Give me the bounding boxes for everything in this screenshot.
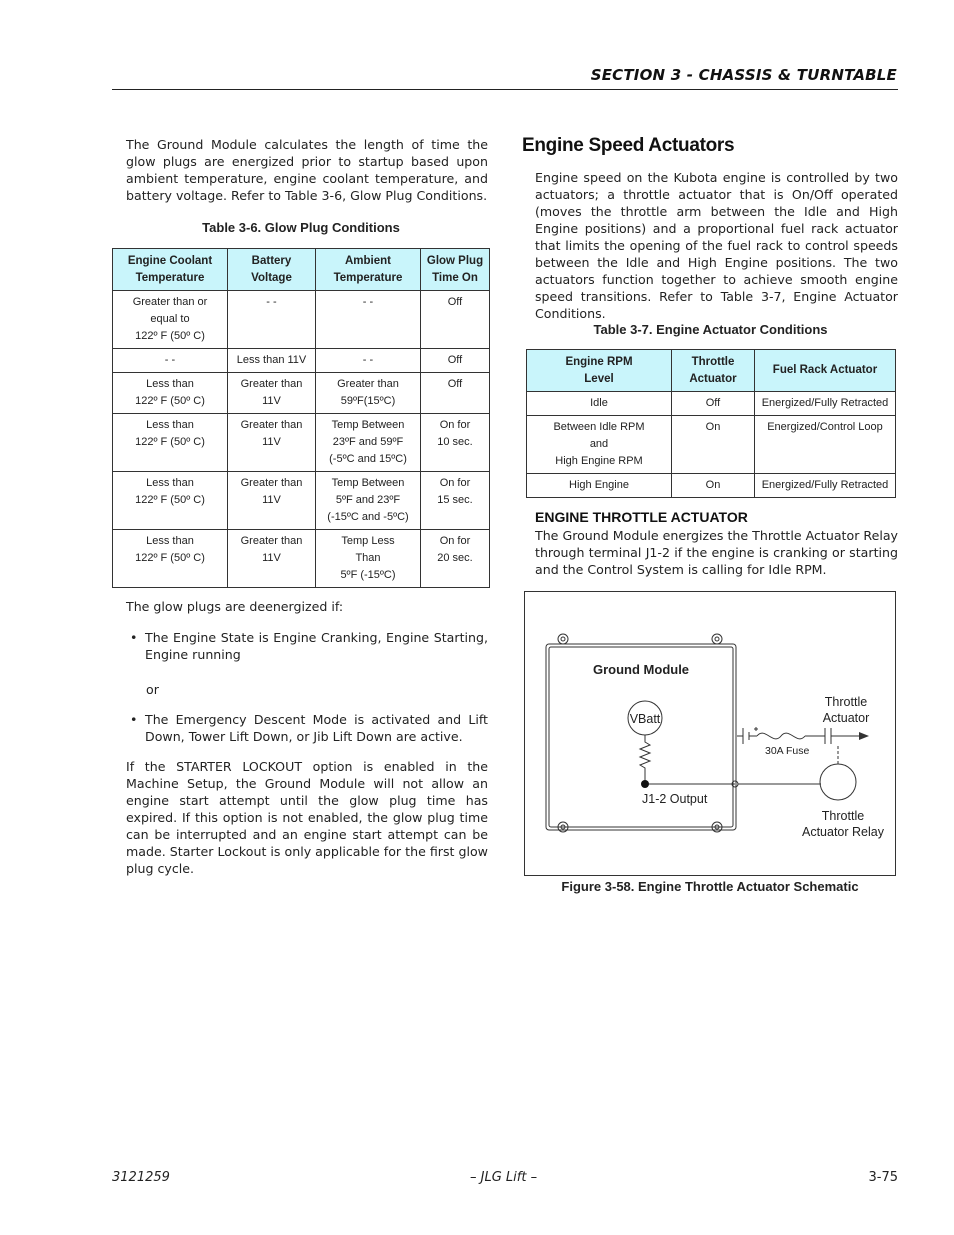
cell-line: 122º F (50º C) (135, 436, 205, 448)
table-cell (113, 414, 228, 472)
table-row (113, 530, 490, 588)
cell-line: High Engine RPM (555, 455, 643, 467)
cell-line: Less than (146, 378, 194, 390)
header-line: Ambient (345, 254, 391, 267)
cell-line: Less than (146, 535, 194, 547)
table-cell (113, 373, 228, 414)
cell-line: (-15ºC and -5ºC) (327, 511, 409, 523)
cell-line: equal to (150, 313, 190, 325)
cell-line: Between Idle RPM (553, 421, 645, 433)
header-rule (112, 89, 898, 90)
actuator-arrow (859, 732, 869, 740)
cell-line: Energized/Fully Retracted (761, 397, 889, 409)
cell-line: Off (447, 378, 463, 390)
table-header-cell (421, 249, 490, 291)
relay-label-line1: Throttle (821, 809, 865, 823)
table-cell (316, 373, 421, 414)
cell-line: - - (362, 354, 374, 366)
cell-line: 5ºF (-15ºC) (340, 569, 396, 581)
table-header-cell (755, 350, 896, 392)
cell-line: Temp Between (331, 419, 405, 431)
cell-line: 11V (262, 436, 281, 448)
table-cell (113, 530, 228, 588)
cell-line: 122º F (50º C) (135, 552, 205, 564)
table-cell (421, 291, 490, 349)
j1-output-label: J1-2 Output (642, 792, 708, 806)
engine-actuator-table (526, 349, 896, 498)
section-title: SECTION 3 - CHASSIS & TURNTABLE (590, 66, 897, 84)
cell-line: On (705, 421, 721, 433)
table-cell (755, 416, 896, 474)
table-cell (113, 291, 228, 349)
table-row (113, 373, 490, 414)
table-cell (113, 472, 228, 530)
table-header-cell (113, 249, 228, 291)
mount-hole (558, 634, 568, 644)
cell-line: Less than (146, 477, 194, 489)
table-cell (755, 474, 896, 498)
mount-hole-center (561, 637, 565, 641)
table-cell (421, 349, 490, 373)
doc-number: 3121259 (112, 1170, 170, 1185)
cell-line: Temp Less (341, 535, 395, 547)
throttle-schematic-figure (524, 591, 896, 876)
deenergized-intro: The glow plugs are deenergized if: (126, 599, 344, 614)
cell-line: Off (705, 397, 721, 409)
throttle-paragraph: The Ground Module energizes the Throttle Actuator Relay through terminal J1-2 if the engine is cranking or starting and the Control System is calling for Idle RPM. (535, 528, 898, 577)
table-cell (316, 530, 421, 588)
cell-line: and (589, 438, 609, 450)
list-item: • The Engine State is Engine Cranking, Engine Starting, Engine running (130, 630, 488, 662)
vbatt-label: VBatt (629, 712, 661, 726)
cell-line: Greater than or (132, 296, 208, 308)
cell-line: 11V (262, 395, 281, 407)
table-cell (228, 291, 316, 349)
cell-line: On for (439, 477, 471, 489)
cell-line: 59ºF(15ºC) (340, 395, 396, 407)
header-line: Glow Plug (426, 254, 484, 267)
table-cell (527, 416, 672, 474)
table-header-cell (228, 249, 316, 291)
table-row (527, 474, 896, 498)
cell-line: 122º F (50º C) (135, 395, 205, 407)
cell-line: Greater than (240, 419, 303, 431)
header-line: Voltage (251, 271, 292, 284)
output-junction (641, 780, 649, 788)
header-line: Engine RPM (565, 355, 633, 368)
relay-label-line2: Actuator Relay (802, 825, 884, 839)
bullet-text: The Engine State is Engine Cranking, Engine Starting, Engine running (145, 630, 488, 662)
cell-line: 20 sec. (437, 552, 473, 564)
table-cell (228, 472, 316, 530)
table-header-cell (316, 249, 421, 291)
engine-speed-heading: Engine Speed Actuators (522, 135, 735, 156)
table-cell (421, 472, 490, 530)
cell-line: 15 sec. (437, 494, 473, 506)
starter-lockout-paragraph: If the STARTER LOCKOUT option is enabled in the Machine Setup, the Ground Module will not allow an engine start attempt until the glow plug time has expired. If this option is not enabled, the glow plug time can be interrupted and an engine start attempt can be made. Starter Lockout is only applicable for the first glow plug cycle. (126, 759, 488, 876)
table7-caption: Table 3-7. Engine Actuator Conditions (593, 322, 828, 337)
header-line: Engine Coolant (127, 254, 213, 267)
schematic-drawing (525, 592, 894, 874)
cell-line: 122º F (50º C) (135, 494, 205, 506)
cell-line: Greater than (337, 378, 399, 390)
engine-speed-paragraph: Engine speed on the Kubota engine is controlled by two actuators; a throttle actuator that is On/Off operated (moves the throttle arm between the Idle and High Engine positions) and a proportional fuel rack actuator that limits the opening of the fuel rack to control speeds between the Idle and High Engine positions. The two actuators function together to achieve smooth engine speed transitions. Refer to Table 3-7, Engine Actuator Conditions. (535, 170, 898, 321)
resistor (640, 735, 650, 784)
table-header-cell (527, 350, 672, 392)
throttle-actuator-label-line1: Throttle (824, 695, 868, 709)
cell-line: Off (447, 296, 463, 308)
table-cell (113, 349, 228, 373)
header-line: Temperature (333, 271, 403, 284)
cell-line: High Engine (569, 479, 629, 491)
table-cell (527, 474, 672, 498)
bullet-text: The Emergency Descent Mode is activated and Lift Down, Tower Lift Down, or Jib Lift Down are active. (145, 712, 488, 744)
mount-hole (712, 634, 722, 644)
cell-line: - - (362, 296, 374, 308)
list-item: • The Emergency Descent Mode is activated and Lift Down, Tower Lift Down, or Jib Lift Down are active. (130, 712, 488, 744)
cell-line: Greater than (240, 477, 303, 489)
cell-line: Than (355, 552, 381, 564)
table-cell (527, 392, 672, 416)
glow-plug-table (112, 248, 490, 588)
cell-line: Energized/Fully Retracted (761, 479, 889, 491)
figure-caption: Figure 3-58. Engine Throttle Actuator Schematic (561, 879, 859, 894)
mount-hole-center (715, 637, 719, 641)
cell-line: Less than (146, 419, 194, 431)
cell-line: Idle (590, 397, 608, 409)
cell-line: Greater than (240, 535, 303, 547)
header-line: Actuator (689, 372, 737, 385)
table-cell (421, 530, 490, 588)
or-text: or (146, 682, 159, 697)
table-cell (316, 291, 421, 349)
header-line: Temperature (135, 271, 205, 284)
table-cell (228, 349, 316, 373)
cell-line: Temp Between (331, 477, 405, 489)
table-row (113, 414, 490, 472)
header-line: Battery (251, 254, 292, 267)
table-row (527, 392, 896, 416)
cell-line: 5ºF and 23ºF (335, 494, 401, 506)
table-cell (316, 472, 421, 530)
cell-line: (-5ºC and 15ºC) (329, 453, 407, 465)
relay-coil (820, 764, 856, 800)
header-line: Time On (432, 271, 478, 284)
table-cell (672, 416, 755, 474)
throttle-actuator-subheading: ENGINE THROTTLE ACTUATOR (535, 509, 748, 525)
table-row (113, 291, 490, 349)
cell-line: 122º F (50º C) (135, 330, 205, 342)
table-cell (228, 373, 316, 414)
cell-line: Greater than (240, 378, 303, 390)
cell-line: On for (439, 535, 471, 547)
table6-caption: Table 3-6. Glow Plug Conditions (202, 220, 400, 235)
footer-center: – JLG Lift – (470, 1170, 538, 1185)
cell-line: Energized/Control Loop (767, 421, 883, 433)
intro-paragraph: The Ground Module calculates the length of time the glow plugs are energized prior to startup based upon ambient temperature, engine coolant temperature, and battery voltage. Refer to Table 3-6, Glow Plug Conditions. (126, 137, 488, 203)
cell-line: Less than 11V (236, 354, 307, 366)
cell-line: 10 sec. (437, 436, 473, 448)
table-row (113, 472, 490, 530)
cell-line: 23ºF and 59ºF (332, 436, 404, 448)
fuse-label: 30A Fuse (765, 745, 810, 757)
table-row (527, 416, 896, 474)
table-cell (228, 530, 316, 588)
table-header-cell (672, 350, 755, 392)
page-number: 3-75 (868, 1170, 898, 1185)
header-line: Level (584, 372, 614, 385)
cell-line: 11V (262, 494, 281, 506)
cell-line: On (705, 479, 721, 491)
header-line: Throttle (691, 355, 735, 368)
cell-line: - - (266, 296, 277, 308)
table-cell (672, 474, 755, 498)
table-cell (316, 349, 421, 373)
cell-line: Off (447, 354, 463, 366)
cell-line: 11V (262, 552, 281, 564)
table-cell (228, 414, 316, 472)
table-cell (755, 392, 896, 416)
throttle-actuator-label-line2: Actuator (822, 711, 870, 725)
cell-line: On for (439, 419, 471, 431)
table-cell (316, 414, 421, 472)
fuse-symbol (757, 733, 805, 739)
cell-line: - - (164, 354, 176, 366)
ground-module-label: Ground Module (593, 662, 690, 677)
table-cell (421, 414, 490, 472)
table-cell (421, 373, 490, 414)
table-cell (672, 392, 755, 416)
table-row (113, 349, 490, 373)
header-line: Fuel Rack Actuator (772, 364, 878, 376)
